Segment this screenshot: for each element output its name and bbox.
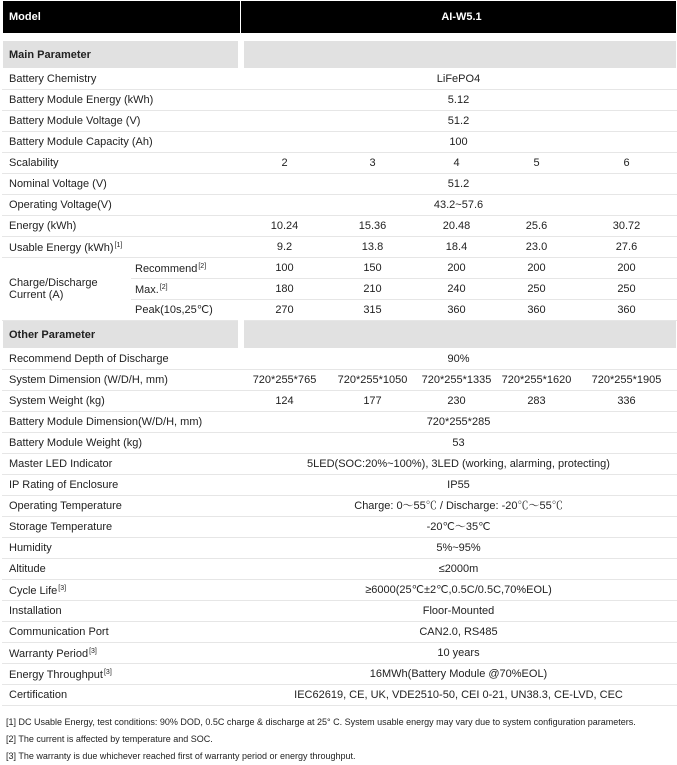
label-text: Max.	[135, 284, 159, 296]
spec-row	[3, 69, 677, 90]
label-text: Warranty Period	[9, 648, 89, 660]
row-value: 10 years	[241, 643, 677, 664]
cell-value: 4	[417, 153, 497, 174]
section-title: Main Parameter	[3, 41, 241, 69]
cell-value: 20.48	[417, 216, 497, 237]
row-value: 16MWh(Battery Module @70%EOL)	[241, 664, 677, 685]
spec-table	[2, 0, 677, 706]
cell-value: 720*255*765	[241, 370, 329, 391]
spec-row	[3, 454, 677, 475]
row-value: 53	[241, 433, 677, 454]
row-label: Battery Module Dimension(W/D/H, mm)	[3, 412, 241, 433]
cell-value: 27.6	[577, 237, 677, 258]
row-label: Communication Port	[3, 622, 241, 643]
label-text: Energy Throughput	[9, 669, 103, 681]
cell-value: 6	[577, 153, 677, 174]
row-value: IP55	[241, 475, 677, 496]
row-label	[3, 580, 241, 601]
row-value: IEC62619, CE, UK, VDE2510-50, CEI 0-21, UN38.3, CE-LVD, CEC	[241, 685, 677, 706]
cell-value: 200	[417, 258, 497, 279]
spec-row	[3, 349, 677, 370]
row-label: Battery Module Voltage (V)	[3, 111, 241, 132]
cell-value: 240	[417, 279, 497, 300]
cell-value: 30.72	[577, 216, 677, 237]
spec-row	[3, 370, 677, 391]
cell-value: 200	[577, 258, 677, 279]
model-row	[3, 1, 677, 34]
cell-value: 230	[417, 391, 497, 412]
spec-row	[3, 664, 677, 685]
cell-value: 720*255*1335	[417, 370, 497, 391]
footnote-ref: [3]	[58, 585, 67, 592]
cell-value: 283	[497, 391, 577, 412]
cell-value: 3	[329, 153, 417, 174]
footnotes	[6, 714, 677, 765]
model-label: Model	[3, 1, 241, 34]
row-label: System Dimension (W/D/H, mm)	[3, 370, 241, 391]
row-label: Altitude	[3, 559, 241, 580]
row-value: CAN2.0, RS485	[241, 622, 677, 643]
section-title: Other Parameter	[3, 321, 241, 349]
cell-value: 200	[497, 258, 577, 279]
row-label	[3, 237, 241, 258]
cell-value: 23.0	[497, 237, 577, 258]
row-label: Nominal Voltage (V)	[3, 174, 241, 195]
row-value: 43.2~57.6	[241, 195, 677, 216]
main-parameter-header	[3, 41, 677, 69]
cell-value: 15.36	[329, 216, 417, 237]
cell-value: 720*255*1050	[329, 370, 417, 391]
spec-row	[3, 643, 677, 664]
row-label: Humidity	[3, 538, 241, 559]
spec-row	[3, 132, 677, 153]
row-value: LiFePO4	[241, 69, 677, 90]
row-label: Battery Module Capacity (Ah)	[3, 132, 241, 153]
spec-row	[3, 622, 677, 643]
spec-row	[3, 538, 677, 559]
spec-row	[3, 517, 677, 538]
cell-value: 9.2	[241, 237, 329, 258]
spec-row	[3, 111, 677, 132]
label-text: Cycle Life	[9, 585, 58, 597]
row-value: 90%	[241, 349, 677, 370]
row-value: 5.12	[241, 90, 677, 111]
cell-value: 720*255*1620	[497, 370, 577, 391]
cell-value: 10.24	[241, 216, 329, 237]
spec-row	[3, 475, 677, 496]
spec-row	[3, 496, 677, 517]
row-label: Installation	[3, 601, 241, 622]
cell-value: 315	[329, 300, 417, 321]
row-label: Certification	[3, 685, 241, 706]
row-label: Charge/Discharge Current (A)	[3, 258, 131, 321]
row-label: Operating Voltage(V)	[3, 195, 241, 216]
row-label: Scalability	[3, 153, 241, 174]
row-value: 720*255*285	[241, 412, 677, 433]
row-label: Battery Module Energy (kWh)	[3, 90, 241, 111]
row-value: 5%~95%	[241, 538, 677, 559]
row-value: Floor-Mounted	[241, 601, 677, 622]
footnote-ref: [2]	[198, 263, 207, 270]
other-parameter-header	[3, 321, 677, 349]
row-label: IP Rating of Enclosure	[3, 475, 241, 496]
footnote-ref: [3]	[89, 648, 97, 655]
sub-label: Peak(10s,25℃)	[131, 300, 241, 321]
cell-value: 210	[329, 279, 417, 300]
cell-value: 360	[577, 300, 677, 321]
cell-value: 150	[329, 258, 417, 279]
cell-value: 336	[577, 391, 677, 412]
row-label: System Weight (kg)	[3, 391, 241, 412]
label-text: Usable Energy (kWh)	[9, 242, 114, 254]
row-value: 5LED(SOC:20%~100%), 3LED (working, alarming, protecting)	[241, 454, 677, 475]
footnote-ref: [2]	[159, 284, 168, 291]
footnote: [1] DC Usable Energy, test conditions: 90% DOD, 0.5C charge & discharge at 25° C. System usable energy may vary due to system configuration parameters.	[6, 717, 636, 727]
spec-row	[3, 412, 677, 433]
sub-label	[131, 279, 241, 300]
spec-row	[3, 90, 677, 111]
sub-label	[131, 258, 241, 279]
cell-value: 360	[497, 300, 577, 321]
cell-value: 5	[497, 153, 577, 174]
cell-value: 180	[241, 279, 329, 300]
spec-row	[3, 174, 677, 195]
label-text: Recommend	[135, 263, 198, 275]
spec-row	[3, 258, 677, 279]
spec-row	[3, 216, 677, 237]
spec-row	[3, 153, 677, 174]
row-value: 100	[241, 132, 677, 153]
row-label: Recommend Depth of Discharge	[3, 349, 241, 370]
spec-row	[3, 580, 677, 601]
row-label	[3, 643, 241, 664]
spec-row	[3, 195, 677, 216]
row-label	[3, 664, 241, 685]
cell-value: 25.6	[497, 216, 577, 237]
cell-value: 124	[241, 391, 329, 412]
footnote-ref: [1]	[114, 242, 123, 249]
row-label: Energy (kWh)	[3, 216, 241, 237]
row-label: Storage Temperature	[3, 517, 241, 538]
spec-row	[3, 433, 677, 454]
footnote-ref: [3]	[103, 669, 112, 676]
row-label: Battery Chemistry	[3, 69, 241, 90]
cell-value: 270	[241, 300, 329, 321]
spec-row	[3, 559, 677, 580]
spec-row	[3, 685, 677, 706]
cell-value: 2	[241, 153, 329, 174]
footnote: [2] The current is affected by temperature and SOC.	[6, 734, 213, 744]
cell-value: 18.4	[417, 237, 497, 258]
spec-row	[3, 601, 677, 622]
cell-value: 100	[241, 258, 329, 279]
cell-value: 177	[329, 391, 417, 412]
row-label: Operating Temperature	[3, 496, 241, 517]
spec-row	[3, 391, 677, 412]
cell-value: 360	[417, 300, 497, 321]
cell-value: 250	[497, 279, 577, 300]
cell-value: 13.8	[329, 237, 417, 258]
row-value: 51.2	[241, 174, 677, 195]
spec-row	[3, 237, 677, 258]
row-value: ≤2000m	[241, 559, 677, 580]
row-value: -20℃～35℃	[241, 517, 677, 538]
footnote: [3] The warranty is due whichever reached first of warranty period or energy throughput.	[6, 751, 356, 761]
row-label: Battery Module Weight (kg)	[3, 433, 241, 454]
row-label: Master LED Indicator	[3, 454, 241, 475]
cell-value: 720*255*1905	[577, 370, 677, 391]
cell-value: 250	[577, 279, 677, 300]
row-value: Charge: 0～55℃ / Discharge: -20℃～55℃	[241, 496, 677, 517]
row-value: 51.2	[241, 111, 677, 132]
model-value: AI-W5.1	[241, 1, 677, 34]
row-value: ≥6000(25℃±2℃,0.5C/0.5C,70%EOL)	[241, 580, 677, 601]
